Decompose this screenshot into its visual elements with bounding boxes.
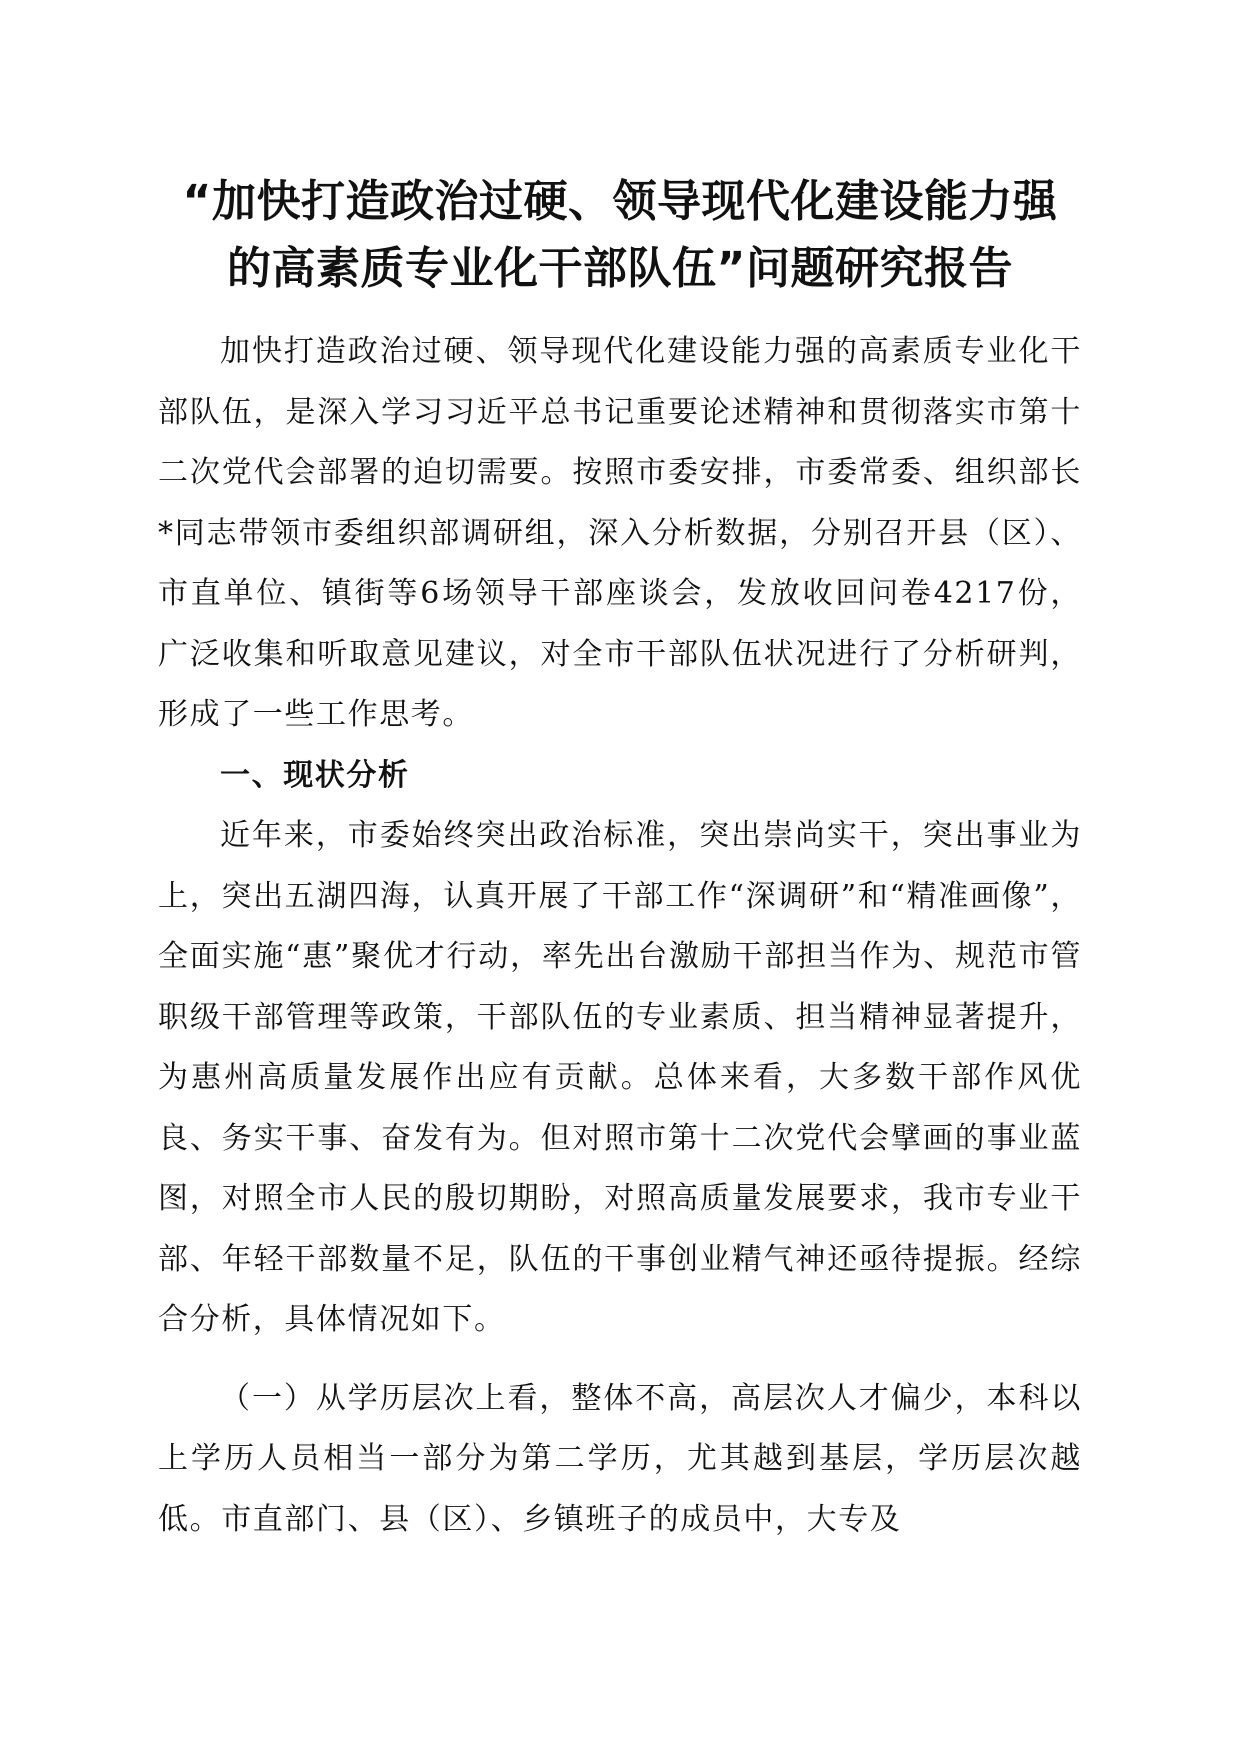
section-heading: 一、现状分析 bbox=[220, 757, 410, 793]
title-line-1: “加快打造政治过硬、领导现代化建设能力强 bbox=[182, 176, 1058, 227]
document-title bbox=[150, 168, 1090, 302]
document-body bbox=[158, 322, 1082, 1550]
subsection-paragraph: （一）从学历层次上看，整体不高，高层次人才偏少，本科以上学历人员相当一部分为第二学历，尤其越到基层，学历层次越低。市直部门、县（区）、乡镇班子的成员中，大专及 bbox=[158, 1380, 1082, 1537]
title-line-2: 的高素质专业化干部队伍”问题研究报告 bbox=[227, 243, 1013, 294]
intro-paragraph: 加快打造政治过硬、领导现代化建设能力强的高素质专业化干部队伍，是深入学习习近平总书记重要论述精神和贯彻落实市第十二次党代会部署的迫切需要。按照市委安排，市委常委、组织部长*同志带领市委组织部调研组，深入分析数据，分别召开县（区）、市直单位、镇街等6场领导干部座谈会，发放收回问卷4217份，广泛收集和听取意见建议，对全市干部队伍状况进行了分析研判，形成了一些工作思考。 bbox=[158, 334, 1082, 732]
section-paragraph: 近年来，市委始终突出政治标准，突出崇尚实干，突出事业为上，突出五湖四海，认真开展了干部工作“深调研”和“精准画像”，全面实施“惠”聚优才行动，率先出台激励干部担当作为、规范市管职级干部管理等政策，干部队伍的专业素质、担当精神显著提升，为惠州高质量发展作出应有贡献。总体来看，大多数干部作风优良、务实干事、奋发有为。但对照市第十二次党代会擘画的事业蓝图，对照全市人民的殷切期盼，对照高质量发展要求，我市专业干部、年轻干部数量不足，队伍的干事创业精气神还亟待提振。经综合分析，具体情况如下。 bbox=[158, 818, 1082, 1337]
